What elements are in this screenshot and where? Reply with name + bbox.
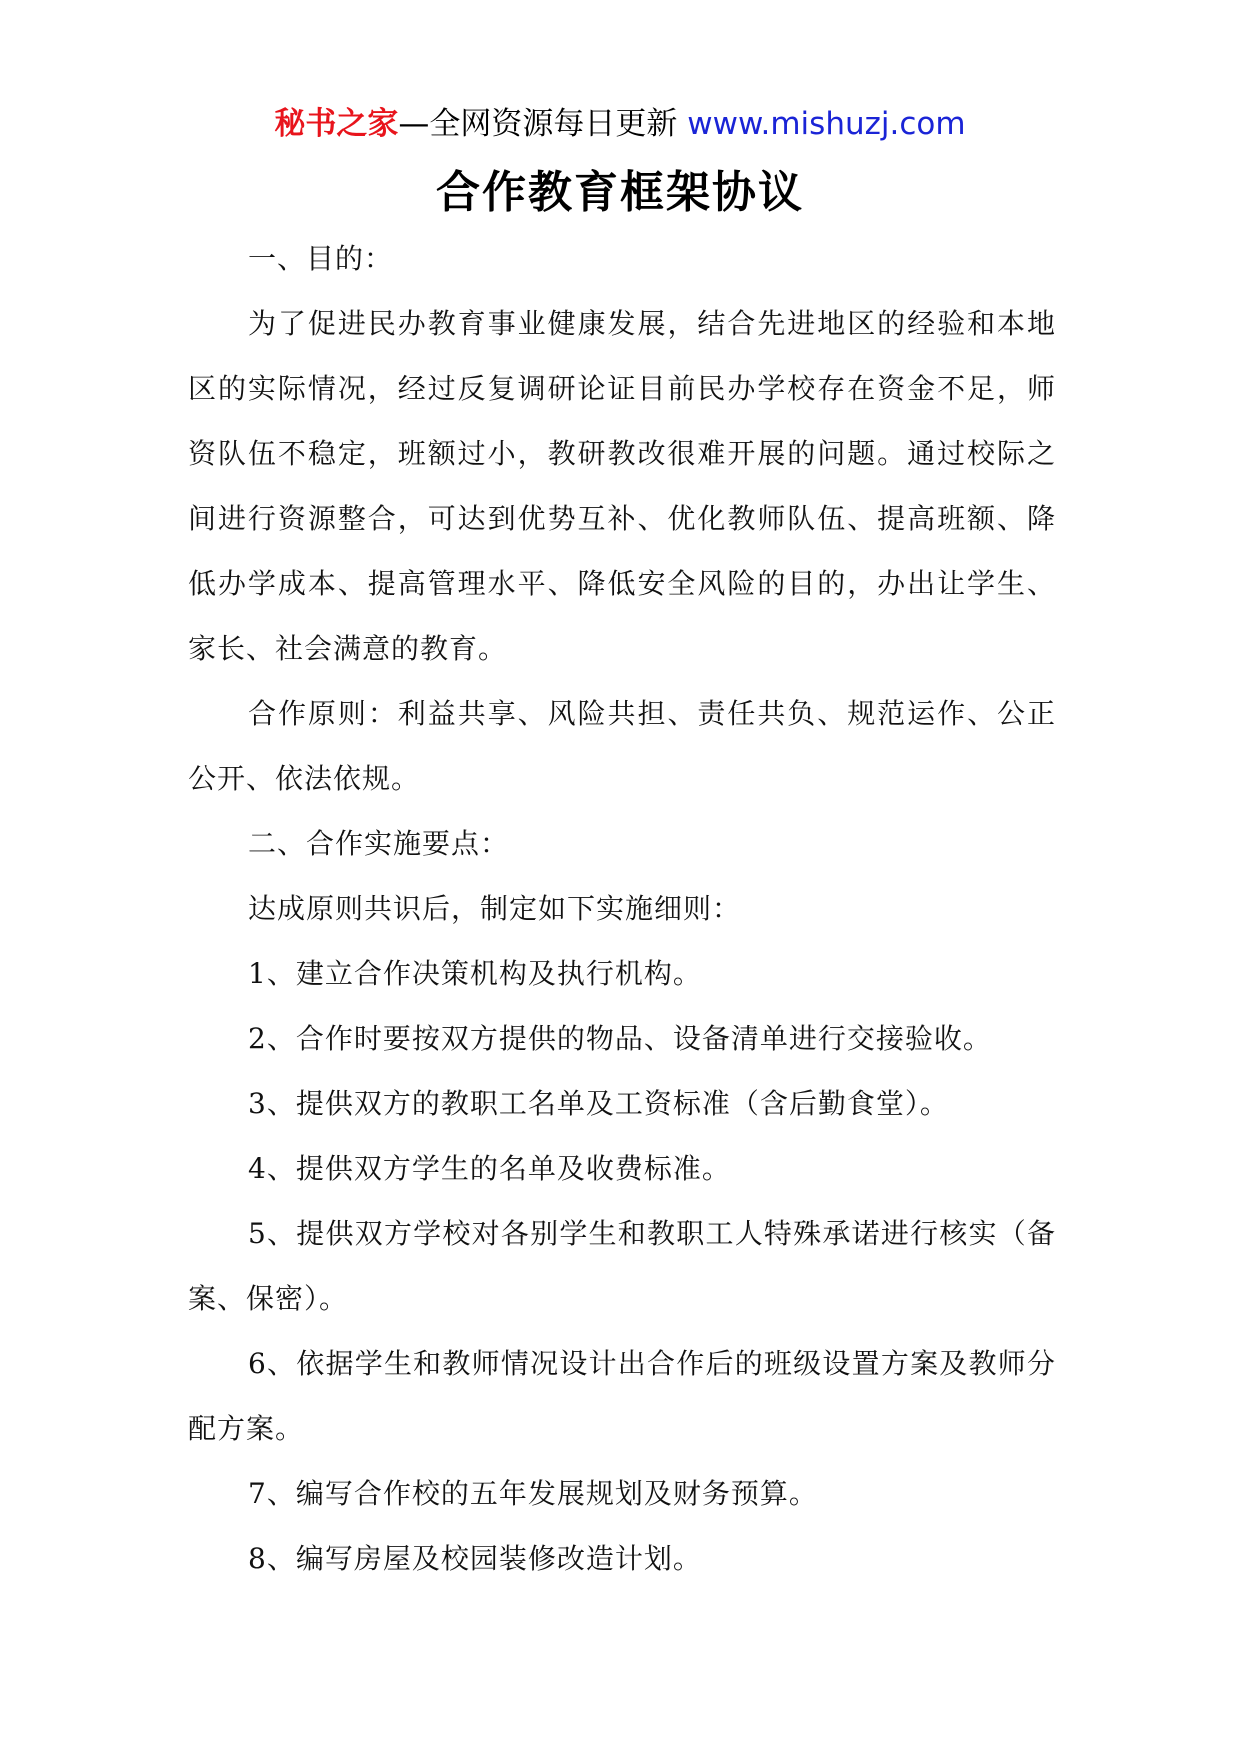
purpose-paragraph: 为了促进民办教育事业健康发展，结合先进地区的经验和本地区的实际情况，经过反复调研论证目前民办学校存在资金不足，师资队伍不稳定，班额过小，教研教改很难开展的问题。通过校际之间进行资源整合，可达到优势互补、优化教师队伍、提高班额、降低办学成本、提高管理水平、降低安全风险的目的，办出让学生、家长、社会满意的教育。 [188, 307, 1056, 665]
list-item: 3、提供双方的教职工名单及工资标准（含后勤食堂）。 [248, 1087, 949, 1120]
list-item: 5、提供双方学校对各别学生和教职工人特殊承诺进行核实（备案、保密）。 [188, 1217, 1056, 1315]
brand-name: 秘书之家 [274, 106, 399, 142]
list-item: 4、提供双方学生的名单及收费标准。 [248, 1152, 731, 1185]
cooperation-principles: 合作原则：利益共享、风险共担、责任共负、规范运作、公正公开、依法依规。 [188, 697, 1056, 795]
list-item: 2、合作时要按双方提供的物品、设备清单进行交接验收。 [248, 1022, 992, 1055]
site-header [0, 100, 1240, 148]
section-heading-implementation: 二、合作实施要点： [248, 827, 510, 860]
list-item: 6、依据学生和教师情况设计出合作后的班级设置方案及教师分配方案。 [188, 1347, 1056, 1445]
document-title: 合作教育框架协议 [436, 167, 804, 218]
section-heading-purpose: 一、目的： [248, 242, 394, 275]
header-slogan: —全网资源每日更新 [398, 106, 688, 142]
list-item: 8、编写房屋及校园装修改造计划。 [248, 1542, 702, 1575]
list-item: 7、编写合作校的五年发展规划及财务预算。 [248, 1477, 818, 1510]
document-body [188, 226, 1056, 1591]
site-url-link[interactable]: www.mishuzj.com [687, 106, 966, 142]
list-item: 1、建立合作决策机构及执行机构。 [248, 957, 702, 990]
implementation-intro: 达成原则共识后，制定如下实施细则： [248, 892, 742, 925]
